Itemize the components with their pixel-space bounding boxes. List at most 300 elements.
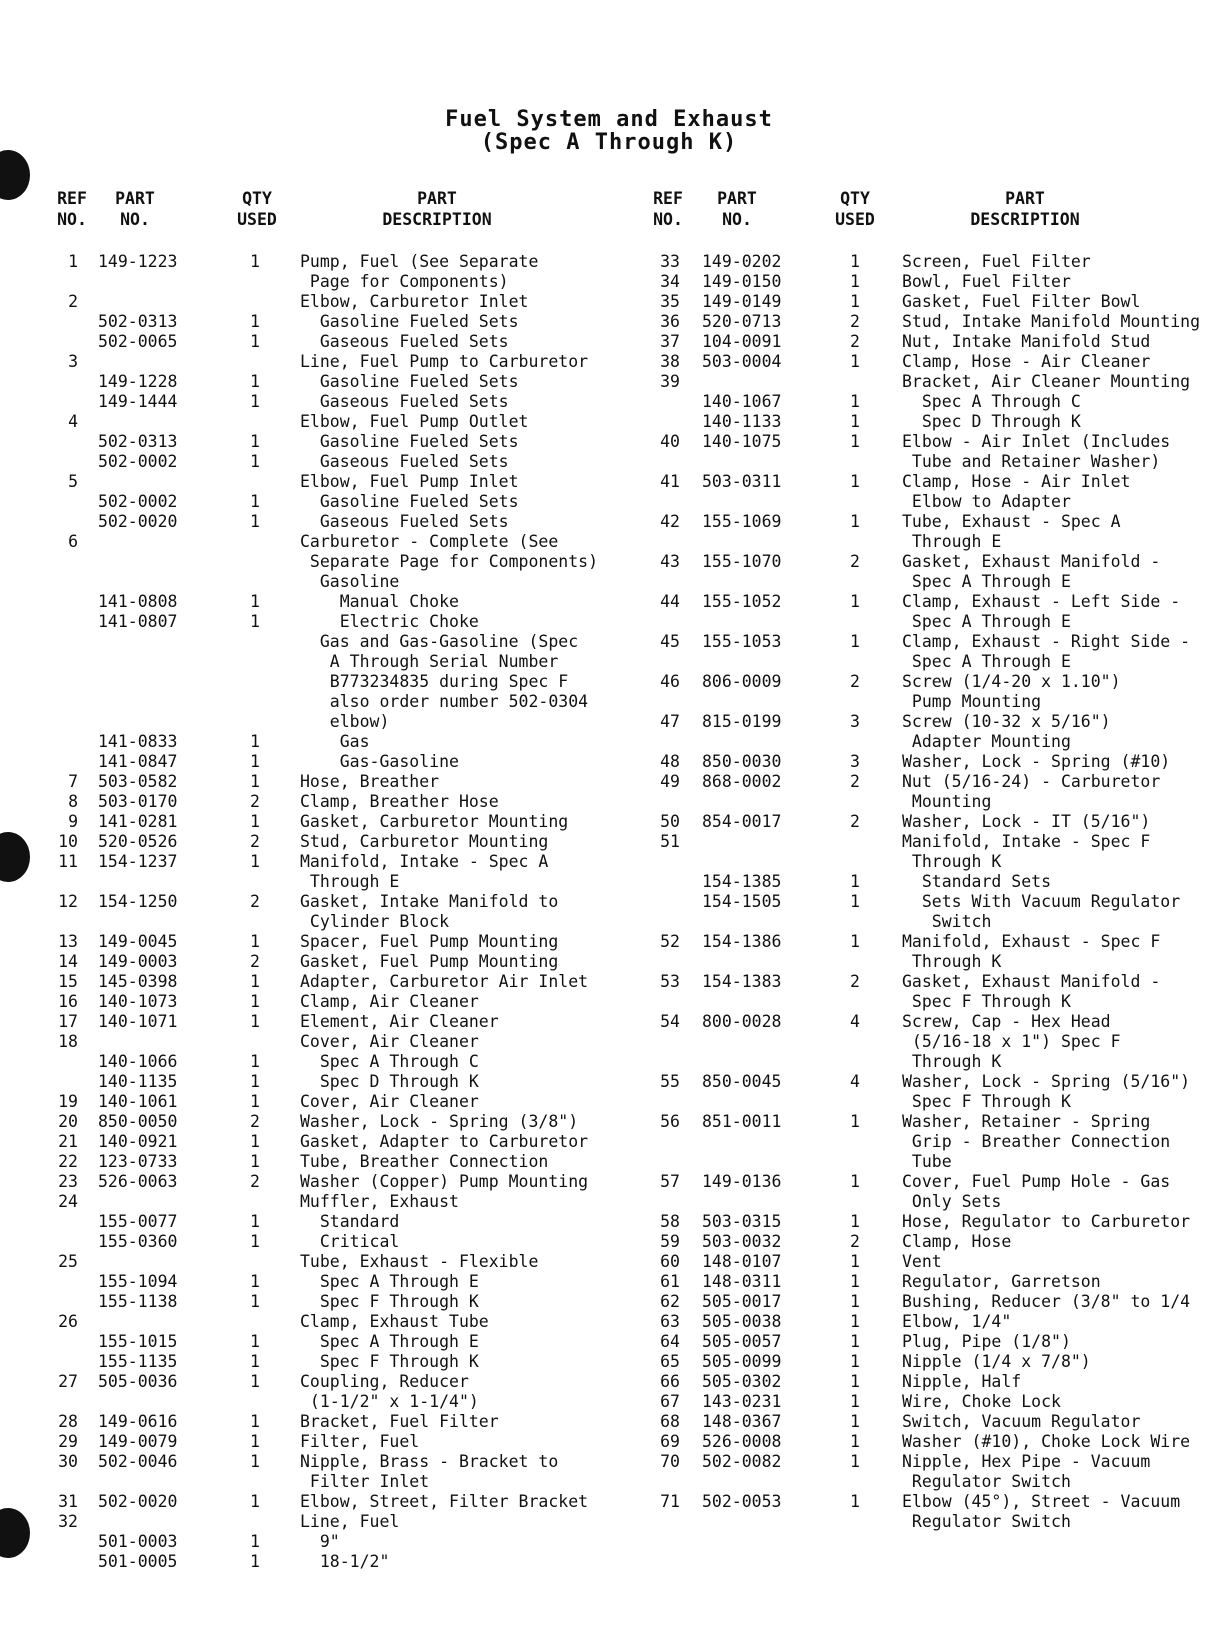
qty-used: 1 <box>850 1332 860 1351</box>
part-number: 149-0202 <box>702 252 782 271</box>
ref-number: 59 <box>660 1232 680 1251</box>
description-line: Pump, Fuel (See Separate <box>300 252 539 271</box>
ref-number: 1 <box>68 252 78 271</box>
qty-used: 2 <box>850 552 860 571</box>
page-subtitle: (Spec A Through K) <box>480 130 738 155</box>
part-description <box>300 1312 489 1332</box>
ref-number: 34 <box>660 272 680 291</box>
qty-used: 2 <box>850 772 860 791</box>
description-line: Line, Fuel <box>300 1512 400 1531</box>
table-row <box>0 1332 620 1352</box>
part-number: 505-0036 <box>98 1372 178 1391</box>
part-number: 143-0231 <box>702 1392 782 1411</box>
part-description <box>300 1092 479 1112</box>
ref-number: 41 <box>660 472 680 491</box>
ref-number: 56 <box>660 1112 680 1131</box>
part-description <box>300 932 558 952</box>
table-row <box>0 892 620 932</box>
qty-used: 3 <box>850 752 860 771</box>
qty-used: 1 <box>250 332 260 351</box>
part-description <box>300 992 479 1012</box>
description-line: Cylinder Block <box>300 912 450 931</box>
part-description <box>300 592 459 612</box>
header-description-left: PART DESCRIPTION <box>382 189 492 229</box>
qty-used: 1 <box>250 992 260 1011</box>
description-line: Spec A Through E <box>902 612 1071 631</box>
header-ref-no-right: REF NO. <box>653 189 683 229</box>
qty-used: 1 <box>850 872 860 891</box>
qty-used: 1 <box>250 312 260 331</box>
description-line: Gasoline Fueled Sets <box>300 372 519 391</box>
table-row <box>0 1312 620 1332</box>
part-number: 806-0009 <box>702 672 782 691</box>
ref-number: 33 <box>660 252 680 271</box>
part-description <box>300 1132 588 1152</box>
part-description <box>902 1212 1190 1232</box>
part-description <box>300 1452 558 1492</box>
part-number: 503-0315 <box>702 1212 782 1231</box>
description-line: also order number 502-0304 <box>300 692 589 711</box>
part-description <box>300 292 528 312</box>
description-line: Clamp, Hose - Air Cleaner <box>902 352 1151 371</box>
ref-number: 70 <box>660 1452 680 1471</box>
ref-number: 20 <box>58 1112 78 1131</box>
table-row <box>0 1532 620 1552</box>
part-number: 154-1250 <box>98 892 178 911</box>
description-line: Adapter, Carburetor Air Inlet <box>300 972 589 991</box>
header-part-no-right: PART NO. <box>717 189 757 229</box>
qty-used: 2 <box>850 672 860 691</box>
table-row <box>620 1292 1218 1312</box>
part-number: 104-0091 <box>702 332 782 351</box>
table-row <box>0 832 620 852</box>
part-description <box>902 1432 1190 1452</box>
part-description <box>300 512 509 532</box>
part-description <box>902 552 1160 592</box>
part-description <box>300 732 370 752</box>
ref-number: 28 <box>58 1412 78 1431</box>
part-number: 850-0045 <box>702 1072 782 1091</box>
part-number: 155-1069 <box>702 512 782 531</box>
binder-hole-icon <box>0 150 30 200</box>
description-line: Spec A Through E <box>300 1332 479 1351</box>
table-row <box>0 1132 620 1152</box>
description-line: Gasket, Intake Manifold to <box>300 892 559 911</box>
part-number: 140-1133 <box>702 412 782 431</box>
part-number: 505-0038 <box>702 1312 782 1331</box>
description-line: Through E <box>300 872 400 891</box>
description-line: Coupling, Reducer <box>300 1372 469 1391</box>
part-number: 154-1237 <box>98 852 178 871</box>
description-line: Clamp, Exhaust Tube <box>300 1312 489 1331</box>
ref-number: 4 <box>68 412 78 431</box>
ref-number: 64 <box>660 1332 680 1351</box>
part-number: 501-0005 <box>98 1552 178 1571</box>
qty-used: 1 <box>850 392 860 411</box>
table-row <box>620 472 1218 512</box>
part-number: 149-0045 <box>98 932 178 951</box>
qty-used: 1 <box>850 252 860 271</box>
qty-used: 1 <box>250 1092 260 1111</box>
ref-number: 57 <box>660 1172 680 1191</box>
part-number: 815-0199 <box>702 712 782 731</box>
part-number: 503-0170 <box>98 792 178 811</box>
qty-used: 1 <box>850 1252 860 1271</box>
ref-number: 14 <box>58 952 78 971</box>
part-description <box>902 872 1051 892</box>
part-number: 154-1383 <box>702 972 782 991</box>
part-description <box>902 632 1190 672</box>
description-line: Spec A Through C <box>902 392 1081 411</box>
part-number: 140-1075 <box>702 432 782 451</box>
table-row <box>620 392 1218 412</box>
description-line: Bracket, Air Cleaner Mounting <box>902 372 1191 391</box>
part-description <box>902 1412 1140 1432</box>
description-line: Carburetor - Complete (See <box>300 532 559 551</box>
qty-used: 1 <box>850 592 860 611</box>
description-line: Cover, Air Cleaner <box>300 1092 479 1111</box>
part-description <box>902 1252 942 1272</box>
part-description <box>902 372 1190 392</box>
part-description <box>300 352 588 372</box>
description-line: Manifold, Intake - Spec A <box>300 852 549 871</box>
part-number: 502-0002 <box>98 492 178 511</box>
table-row <box>0 1192 620 1212</box>
description-line: Standard <box>300 1212 400 1231</box>
qty-used: 1 <box>250 512 260 531</box>
description-line: Gaseous Fueled Sets <box>300 392 509 411</box>
qty-used: 3 <box>850 712 860 731</box>
description-line: Stud, Intake Manifold Mounting <box>902 312 1201 331</box>
ref-number: 18 <box>58 1032 78 1051</box>
page-title: Fuel System and Exhaust <box>445 107 773 132</box>
description-line: Through K <box>902 852 1002 871</box>
table-row <box>620 972 1218 1012</box>
table-row <box>0 372 620 392</box>
description-line: Critical <box>300 1232 400 1251</box>
part-number: 148-0367 <box>702 1412 782 1431</box>
part-description <box>902 832 1150 872</box>
part-number: 505-0017 <box>702 1292 782 1311</box>
ref-number: 36 <box>660 312 680 331</box>
table-row <box>0 1512 620 1532</box>
part-number: 502-0020 <box>98 512 178 531</box>
description-line: Gasoline <box>300 572 400 591</box>
table-row <box>620 752 1218 772</box>
description-line: 18-1/2" <box>300 1552 390 1571</box>
qty-used: 2 <box>850 312 860 331</box>
table-row <box>0 1412 620 1432</box>
table-row <box>620 372 1218 392</box>
description-line: Cover, Fuel Pump Hole - Gas <box>902 1172 1171 1191</box>
description-line: Gasket, Exhaust Manifold - <box>902 972 1161 991</box>
table-row <box>620 432 1218 472</box>
qty-used: 2 <box>250 952 260 971</box>
table-row <box>0 992 620 1012</box>
part-description <box>902 1012 1121 1072</box>
qty-used: 1 <box>250 1372 260 1391</box>
table-row <box>620 1072 1218 1112</box>
part-number: 502-0313 <box>98 432 178 451</box>
ref-number: 49 <box>660 772 680 791</box>
description-line: Spec A Through E <box>902 572 1071 591</box>
ref-number: 26 <box>58 1312 78 1331</box>
part-description <box>300 1192 459 1212</box>
description-line: Washer, Lock - IT (5/16") <box>902 812 1151 831</box>
qty-used: 1 <box>850 292 860 311</box>
part-description <box>902 1492 1180 1532</box>
description-line: Elbow, 1/4" <box>902 1312 1012 1331</box>
qty-used: 1 <box>250 1232 260 1251</box>
part-number: 149-0003 <box>98 952 178 971</box>
table-row <box>0 772 620 792</box>
part-description <box>902 1172 1170 1212</box>
ref-number: 16 <box>58 992 78 1011</box>
description-line: Switch, Vacuum Regulator <box>902 1412 1141 1431</box>
table-row <box>0 732 620 752</box>
qty-used: 1 <box>850 1212 860 1231</box>
part-description <box>902 892 1180 932</box>
description-line: Through K <box>902 952 1002 971</box>
table-row <box>620 1112 1218 1172</box>
description-line: (1-1/2" x 1-1/4") <box>300 1392 479 1411</box>
table-row <box>620 512 1218 552</box>
ref-number: 67 <box>660 1392 680 1411</box>
ref-number: 52 <box>660 932 680 951</box>
part-description <box>902 312 1200 332</box>
part-description <box>300 1252 538 1272</box>
header-description-right: PART DESCRIPTION <box>970 189 1080 229</box>
part-number: 141-0281 <box>98 812 178 831</box>
qty-used: 2 <box>250 892 260 911</box>
part-description <box>300 1272 479 1292</box>
part-number: 155-1052 <box>702 592 782 611</box>
table-row <box>620 812 1218 832</box>
table-row <box>0 412 620 432</box>
description-line: Stud, Carburetor Mounting <box>300 832 549 851</box>
part-description <box>300 812 568 832</box>
part-number: 123-0733 <box>98 1152 178 1171</box>
qty-used: 1 <box>250 752 260 771</box>
table-row <box>620 1452 1218 1492</box>
table-row <box>620 552 1218 592</box>
description-line: Page for Components) <box>300 272 509 291</box>
part-number: 141-0807 <box>98 612 178 631</box>
ref-number: 69 <box>660 1432 680 1451</box>
qty-used: 1 <box>250 812 260 831</box>
description-line: Elbow, Fuel Pump Inlet <box>300 472 519 491</box>
part-description <box>902 672 1121 712</box>
part-description <box>300 312 519 332</box>
description-line: Clamp, Hose - Air Inlet <box>902 472 1131 491</box>
description-line: Gas <box>300 732 370 751</box>
description-line: A Through Serial Number <box>300 652 559 671</box>
qty-used: 1 <box>850 1272 860 1291</box>
ref-number: 62 <box>660 1292 680 1311</box>
table-row <box>0 612 620 632</box>
part-number: 141-0833 <box>98 732 178 751</box>
description-line: Washer, Lock - Spring (5/16") <box>902 1072 1191 1091</box>
part-description <box>300 392 509 412</box>
description-line: Nipple, Brass - Bracket to <box>300 1452 559 1471</box>
part-number: 149-0616 <box>98 1412 178 1431</box>
table-row <box>620 252 1218 272</box>
part-description <box>902 1112 1170 1172</box>
qty-used: 1 <box>250 1052 260 1071</box>
description-line: Gas and Gas-Gasoline (Spec <box>300 632 579 651</box>
description-line: (5/16-18 x 1") Spec F <box>902 1032 1121 1051</box>
part-description <box>300 1332 479 1352</box>
qty-used: 1 <box>250 772 260 791</box>
part-number: 140-1073 <box>98 992 178 1011</box>
part-number: 503-0311 <box>702 472 782 491</box>
qty-used: 1 <box>850 1412 860 1431</box>
qty-used: 1 <box>850 1372 860 1391</box>
qty-used: 2 <box>250 832 260 851</box>
description-line: Regulator Switch <box>902 1512 1071 1531</box>
ref-number: 21 <box>58 1132 78 1151</box>
ref-number: 6 <box>68 532 78 551</box>
description-line: Tube <box>902 1152 952 1171</box>
table-row <box>0 1492 620 1512</box>
qty-used: 1 <box>250 432 260 451</box>
ref-number: 48 <box>660 752 680 771</box>
ref-number: 44 <box>660 592 680 611</box>
qty-used: 1 <box>250 732 260 751</box>
ref-number: 66 <box>660 1372 680 1391</box>
table-row <box>620 672 1218 712</box>
description-line: Washer, Retainer - Spring <box>902 1112 1151 1131</box>
part-description <box>902 392 1081 412</box>
part-description <box>902 1372 1021 1392</box>
qty-used: 1 <box>850 1292 860 1311</box>
table-row <box>620 1372 1218 1392</box>
ref-number: 15 <box>58 972 78 991</box>
part-description <box>902 1352 1091 1372</box>
qty-used: 4 <box>850 1072 860 1091</box>
parts-table-right <box>620 252 1218 1532</box>
qty-used: 1 <box>850 1432 860 1451</box>
part-number: 155-1015 <box>98 1332 178 1351</box>
qty-used: 2 <box>250 1112 260 1131</box>
table-row <box>0 292 620 312</box>
part-number: 154-1505 <box>702 892 782 911</box>
ref-number: 47 <box>660 712 680 731</box>
part-description <box>902 1272 1101 1292</box>
qty-used: 1 <box>250 1272 260 1291</box>
qty-used: 2 <box>850 332 860 351</box>
ref-number: 13 <box>58 932 78 951</box>
table-row <box>620 1312 1218 1332</box>
table-row <box>0 1252 620 1272</box>
part-number: 140-0921 <box>98 1132 178 1151</box>
table-row <box>0 1452 620 1492</box>
qty-used: 1 <box>850 352 860 371</box>
part-number: 851-0011 <box>702 1112 782 1131</box>
part-description <box>300 752 459 772</box>
qty-used: 1 <box>850 1172 860 1191</box>
part-description <box>300 1512 399 1532</box>
part-description <box>902 932 1160 972</box>
part-description <box>300 1032 479 1052</box>
description-line: Spec A Through E <box>300 1272 479 1291</box>
table-row <box>620 1172 1218 1212</box>
table-row <box>0 592 620 612</box>
qty-used: 1 <box>850 932 860 951</box>
qty-used: 1 <box>850 1112 860 1131</box>
qty-used: 1 <box>850 1352 860 1371</box>
ref-number: 29 <box>58 1432 78 1451</box>
part-description <box>300 772 439 792</box>
table-row <box>620 1492 1218 1532</box>
part-number: 505-0099 <box>702 1352 782 1371</box>
description-line: Washer, Lock - Spring (#10) <box>902 752 1171 771</box>
table-row <box>620 1212 1218 1232</box>
part-description <box>300 432 519 452</box>
table-row <box>0 252 620 292</box>
qty-used: 1 <box>250 252 260 271</box>
table-row <box>0 452 620 472</box>
table-row <box>620 632 1218 672</box>
table-row <box>0 492 620 512</box>
part-number: 155-1053 <box>702 632 782 651</box>
description-line: Washer, Lock - Spring (3/8") <box>300 1112 579 1131</box>
description-line: Filter Inlet <box>300 1472 430 1491</box>
qty-used: 1 <box>250 1352 260 1371</box>
table-row <box>0 472 620 492</box>
part-description <box>902 812 1150 832</box>
table-row <box>620 352 1218 372</box>
part-description <box>300 372 519 392</box>
qty-used: 1 <box>850 472 860 491</box>
ref-number: 46 <box>660 672 680 691</box>
ref-number: 42 <box>660 512 680 531</box>
qty-used: 1 <box>850 1392 860 1411</box>
description-line: Gasoline Fueled Sets <box>300 312 519 331</box>
part-description <box>300 332 509 352</box>
description-line: Hose, Breather <box>300 772 440 791</box>
description-line: Spec F Through K <box>902 992 1071 1011</box>
part-description <box>902 1312 1011 1332</box>
qty-used: 1 <box>850 892 860 911</box>
description-line: Tube, Exhaust - Flexible <box>300 1252 539 1271</box>
part-description <box>300 472 519 492</box>
description-line: Screw (10-32 x 5/16") <box>902 712 1111 731</box>
qty-used: 2 <box>850 972 860 991</box>
table-row <box>0 352 620 372</box>
table-row <box>0 1372 620 1412</box>
table-row <box>0 1012 620 1032</box>
part-number: 154-1386 <box>702 932 782 951</box>
part-description <box>902 1072 1190 1112</box>
table-row <box>0 1432 620 1452</box>
part-number: 800-0028 <box>702 1012 782 1031</box>
table-row <box>0 1112 620 1132</box>
description-line: Gasket, Fuel Filter Bowl <box>902 292 1141 311</box>
part-number: 505-0302 <box>702 1372 782 1391</box>
ref-number: 60 <box>660 1252 680 1271</box>
part-description <box>300 412 528 432</box>
table-row <box>620 1392 1218 1412</box>
qty-used: 1 <box>850 632 860 651</box>
ref-number: 51 <box>660 832 680 851</box>
description-line: Elbow - Air Inlet (Includes <box>902 432 1171 451</box>
part-number: 850-0030 <box>702 752 782 771</box>
part-description <box>300 1052 479 1072</box>
part-number: 868-0002 <box>702 772 782 791</box>
qty-used: 1 <box>250 492 260 511</box>
table-row <box>620 832 1218 872</box>
